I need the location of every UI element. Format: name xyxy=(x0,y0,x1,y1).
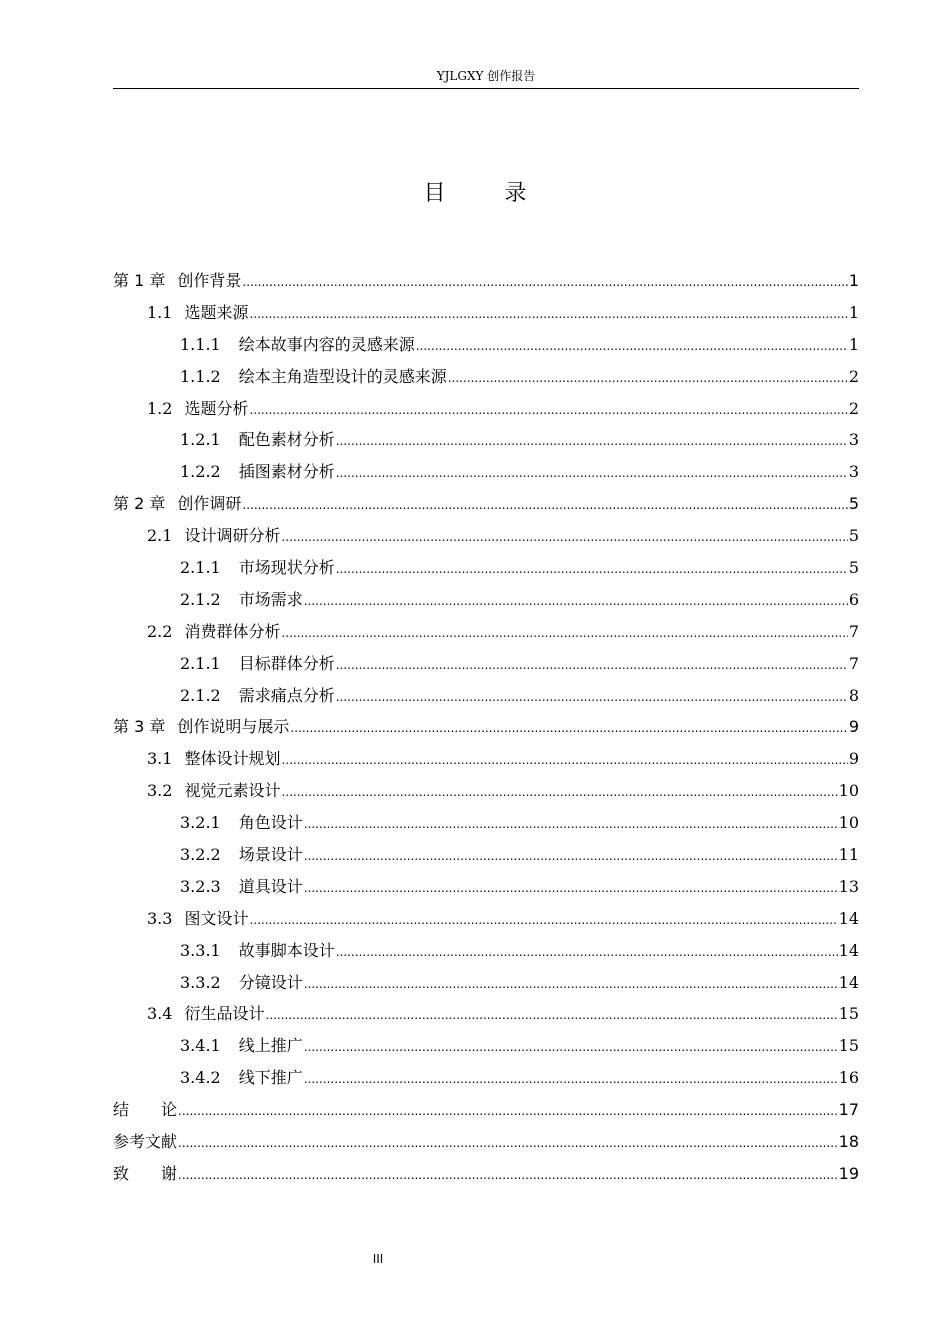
dot-leader xyxy=(336,682,848,714)
toc-entry-number: 3.3.2 xyxy=(180,972,221,992)
dot-leader xyxy=(304,969,838,1001)
dot-leader xyxy=(178,1096,838,1128)
toc-entry-number: 第 2 章 xyxy=(113,494,166,514)
dot-leader xyxy=(178,1160,838,1192)
toc-entry[interactable] xyxy=(113,871,859,903)
toc-entry-number: 第 1 章 xyxy=(113,271,166,290)
page-header: YJLGXY 创作报告 xyxy=(113,66,859,89)
toc-entry-page: 16 xyxy=(838,1068,859,1088)
toc-entry-label: 目标群体分析 xyxy=(238,653,335,673)
toc-entry-page: 1 xyxy=(848,334,859,354)
toc-entry[interactable] xyxy=(113,297,859,329)
toc-entry[interactable] xyxy=(113,1030,859,1062)
dot-leader xyxy=(281,618,847,650)
toc-entry-number: 第 3 章 xyxy=(113,717,166,737)
toc-entry-label: 配色素材分析 xyxy=(238,430,335,450)
dot-leader xyxy=(304,586,848,618)
page-number: III xyxy=(372,1252,384,1266)
dot-leader xyxy=(304,1064,838,1096)
toc-entry-page: 19 xyxy=(838,1163,859,1183)
dot-leader xyxy=(336,554,848,586)
dot-leader xyxy=(242,490,847,522)
toc-entry[interactable] xyxy=(113,1158,859,1190)
toc-entry-page: 5 xyxy=(848,494,859,514)
toc-entry-number: 3.1 xyxy=(147,749,173,769)
toc-entry-page: 1 xyxy=(848,271,859,290)
toc-entry-page: 9 xyxy=(848,717,859,737)
toc-entry[interactable] xyxy=(113,584,859,616)
toc-entry-label: 场景设计 xyxy=(238,845,303,865)
toc-entry[interactable] xyxy=(113,775,859,807)
toc-entry-page: 8 xyxy=(848,685,859,705)
toc-entry-number: 3.2.3 xyxy=(180,876,221,896)
toc-entry-page: 9 xyxy=(848,749,859,769)
toc-entry-page: 2 xyxy=(848,366,859,386)
toc-entry[interactable] xyxy=(113,616,859,648)
toc-entry-number: 1.1.1 xyxy=(180,334,221,354)
toc-entry-label: 市场现状分析 xyxy=(238,558,335,578)
toc-entry-page: 7 xyxy=(848,653,859,673)
toc-entry-page: 14 xyxy=(838,940,859,960)
toc-entry-number: 1.1.2 xyxy=(180,366,221,386)
toc-entry-number: 1.2.2 xyxy=(180,462,221,482)
toc-entry-label: 线上推广 xyxy=(238,1036,303,1056)
toc-entry-label: 创作调研 xyxy=(177,494,242,514)
page-title: 目 录 xyxy=(423,181,553,206)
toc-entry-label: 设计调研分析 xyxy=(184,526,281,546)
toc-entry[interactable] xyxy=(113,1062,859,1094)
dot-leader xyxy=(304,841,838,873)
dot-leader xyxy=(336,426,848,458)
toc-entry[interactable] xyxy=(113,361,859,393)
toc-entry[interactable] xyxy=(113,903,859,935)
dot-leader xyxy=(249,395,847,427)
toc-entry-page: 3 xyxy=(848,430,859,450)
toc-entry-page: 2 xyxy=(848,398,859,418)
dot-leader xyxy=(265,1000,837,1032)
toc-entry-number: 3.2.2 xyxy=(180,845,221,865)
toc-entry-label: 道具设计 xyxy=(238,876,303,896)
toc-entry-number: 3.2.1 xyxy=(180,813,221,833)
dot-leader xyxy=(336,458,848,490)
toc-entry-page: 17 xyxy=(838,1100,859,1120)
toc-entry-page: 11 xyxy=(838,845,859,865)
toc-entry[interactable] xyxy=(113,552,859,584)
toc-entry-number: 3.3.1 xyxy=(180,940,221,960)
toc-entry-label: 线下推广 xyxy=(238,1068,303,1088)
toc-entry[interactable] xyxy=(113,967,859,999)
toc-entry[interactable] xyxy=(113,1126,859,1158)
toc-entry-label: 整体设计规划 xyxy=(184,749,281,769)
dot-leader xyxy=(281,522,847,554)
toc-entry[interactable] xyxy=(113,935,859,967)
toc-entry-page: 14 xyxy=(838,908,859,928)
toc-entry-label: 故事脚本设计 xyxy=(238,940,335,960)
toc-entry-label: 需求痛点分析 xyxy=(238,685,335,705)
toc-entry[interactable] xyxy=(113,456,859,488)
toc-entry-label: 图文设计 xyxy=(184,908,249,928)
toc-entry-number: 1.1 xyxy=(147,302,173,322)
dot-leader xyxy=(448,363,848,395)
toc-entry-number: 3.2 xyxy=(147,781,173,801)
toc-entry[interactable] xyxy=(113,488,859,520)
toc-entry-label: 选题来源 xyxy=(184,302,249,322)
toc-entry-page: 10 xyxy=(838,781,859,801)
table-of-contents xyxy=(113,265,859,1190)
toc-entry-number: 2.2 xyxy=(147,621,173,641)
toc-entry-page: 10 xyxy=(838,813,859,833)
toc-entry[interactable] xyxy=(113,1094,859,1126)
toc-entry-number: 3.4.1 xyxy=(180,1036,221,1056)
toc-entry-number: 3.4 xyxy=(147,1004,173,1024)
toc-entry-label: 参考文献 xyxy=(113,1132,178,1152)
toc-entry-label: 创作背景 xyxy=(177,271,242,290)
toc-entry[interactable] xyxy=(113,998,859,1030)
toc-entry[interactable] xyxy=(113,424,859,456)
dot-leader xyxy=(178,1128,838,1160)
toc-entry-page: 1 xyxy=(848,302,859,322)
toc-entry[interactable] xyxy=(113,711,859,743)
dot-leader xyxy=(281,745,847,777)
toc-entry-number: 3.3 xyxy=(147,908,173,928)
toc-entry-label: 衍生品设计 xyxy=(184,1004,265,1024)
toc-entry-label: 分镜设计 xyxy=(238,972,303,992)
toc-entry-label: 市场需求 xyxy=(238,589,303,609)
toc-entry-label: 创作说明与展示 xyxy=(177,717,290,737)
dot-leader xyxy=(249,299,847,331)
toc-entry-page: 6 xyxy=(848,589,859,609)
dot-leader xyxy=(242,267,847,299)
dot-leader xyxy=(290,713,847,745)
toc-entry-number: 2.1.1 xyxy=(180,653,221,673)
toc-entry[interactable] xyxy=(113,743,859,775)
toc-entry-label: 绘本故事内容的灵感来源 xyxy=(238,334,415,354)
toc-entry-number: 2.1.1 xyxy=(180,558,221,578)
toc-entry-page: 14 xyxy=(838,972,859,992)
toc-entry-number: 3.4.2 xyxy=(180,1068,221,1088)
dot-leader xyxy=(416,331,848,363)
dot-leader xyxy=(336,937,838,969)
toc-entry[interactable] xyxy=(113,329,859,361)
dot-leader xyxy=(336,650,848,682)
toc-entry[interactable] xyxy=(113,520,859,552)
toc-entry-number: 1.2 xyxy=(147,398,173,418)
toc-entry[interactable] xyxy=(113,648,859,680)
dot-leader xyxy=(281,777,837,809)
toc-entry-page: 13 xyxy=(838,876,859,896)
toc-entry-page: 15 xyxy=(838,1036,859,1056)
toc-entry-page: 5 xyxy=(848,526,859,546)
toc-entry-label: 结 论 xyxy=(113,1100,178,1120)
toc-entry[interactable] xyxy=(113,839,859,871)
dot-leader xyxy=(249,905,837,937)
toc-entry-label: 选题分析 xyxy=(184,398,249,418)
toc-entry-page: 15 xyxy=(838,1004,859,1024)
toc-entry-page: 5 xyxy=(848,558,859,578)
toc-entry[interactable] xyxy=(113,680,859,712)
dot-leader xyxy=(304,809,838,841)
toc-entry-label: 致 谢 xyxy=(113,1163,178,1183)
toc-entry[interactable] xyxy=(113,807,859,839)
dot-leader xyxy=(304,873,838,905)
toc-entry-number: 2.1.2 xyxy=(180,685,221,705)
toc-entry[interactable] xyxy=(113,265,859,297)
toc-entry-number: 2.1 xyxy=(147,526,173,546)
toc-entry-label: 绘本主角造型设计的灵感来源 xyxy=(238,366,447,386)
toc-entry-page: 7 xyxy=(848,621,859,641)
toc-entry-number: 2.1.2 xyxy=(180,589,221,609)
toc-entry-label: 消费群体分析 xyxy=(184,621,281,641)
toc-entry[interactable] xyxy=(113,393,859,425)
dot-leader xyxy=(304,1032,838,1064)
toc-entry-label: 插图素材分析 xyxy=(238,462,335,482)
toc-entry-label: 视觉元素设计 xyxy=(184,781,281,801)
toc-entry-page: 3 xyxy=(848,462,859,482)
toc-entry-label: 角色设计 xyxy=(238,813,303,833)
toc-entry-page: 18 xyxy=(838,1132,859,1152)
toc-entry-number: 1.2.1 xyxy=(180,430,221,450)
